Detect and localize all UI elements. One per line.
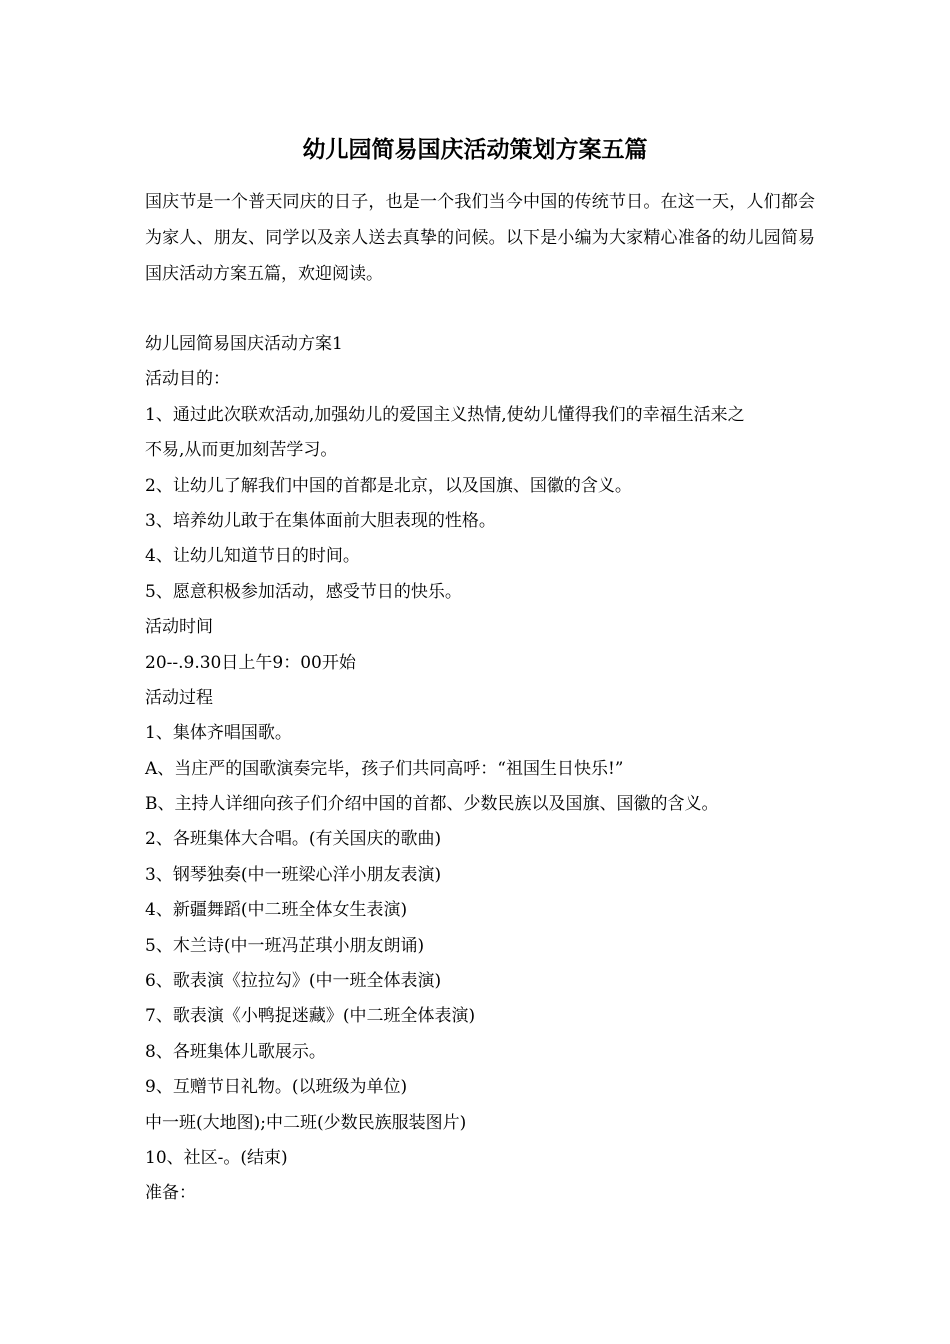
document-title: 幼儿园简易国庆活动策划方案五篇 <box>302 136 648 163</box>
text-line: 5、愿意积极参加活动，感受节日的快乐。 <box>145 581 462 602</box>
text-line: 10、社区-。(结束) <box>145 1147 288 1168</box>
text-line: 1、集体齐唱国歌。 <box>145 723 292 744</box>
section-heading: 幼儿园简易国庆活动方案1 <box>145 334 343 354</box>
text-line: 不易,从而更加刻苦学习。 <box>145 440 338 461</box>
text-line: B、主持人详细向孩子们介绍中国的首都、少数民族以及国旗、国徽的含义。 <box>145 794 719 815</box>
text-line: 2、各班集体大合唱。(有关国庆的歌曲) <box>145 829 442 850</box>
text-line: 20--.9.30日上午9：00开始 <box>145 652 356 673</box>
text-line: 活动时间 <box>145 617 213 638</box>
text-line: 8、各班集体儿歌展示。 <box>145 1041 326 1062</box>
text-line: 中一班(大地图);中二班(少数民族服装图片) <box>145 1112 467 1133</box>
text-line: 3、培养幼儿敢于在集体面前大胆表现的性格。 <box>145 510 496 531</box>
document-body <box>145 327 815 1212</box>
text-line: 活动过程 <box>145 687 213 708</box>
text-line: 6、歌表演《拉拉勾》(中一班全体表演) <box>145 971 442 992</box>
text-line: 4、让幼儿知道节日的时间。 <box>145 546 360 567</box>
text-line: A、当庄严的国歌演奏完毕，孩子们共同高呼：“祖国生日快乐!” <box>145 758 624 779</box>
text-line: 活动目的： <box>145 369 230 390</box>
text-line: 准备： <box>145 1183 196 1204</box>
intro-paragraph: 国庆节是一个普天同庆的日子，也是一个我们当今中国的传统节日。在这一天，人们都会为家人、朋友、同学以及亲人送去真挚的问候。以下是小编为大家精心准备的幼儿园简易国庆活动方案五篇，欢迎阅读。 <box>145 192 815 284</box>
text-line: 2、让幼儿了解我们中国的首都是北京，以及国旗、国徽的含义。 <box>145 475 632 496</box>
text-line: 7、歌表演《小鸭捉迷藏》(中二班全体表演) <box>145 1006 476 1027</box>
text-line: 4、新疆舞蹈(中二班全体女生表演) <box>145 900 408 921</box>
text-line: 1、通过此次联欢活动,加强幼儿的爱国主义热情,使幼儿懂得我们的幸福生活来之 <box>145 404 745 425</box>
text-line: 9、互赠节日礼物。(以班级为单位) <box>145 1077 408 1098</box>
text-line: 3、钢琴独奏(中一班梁心洋小朋友表演) <box>145 864 442 885</box>
text-line: 5、木兰诗(中一班冯芷琪小朋友朗诵) <box>145 935 425 956</box>
